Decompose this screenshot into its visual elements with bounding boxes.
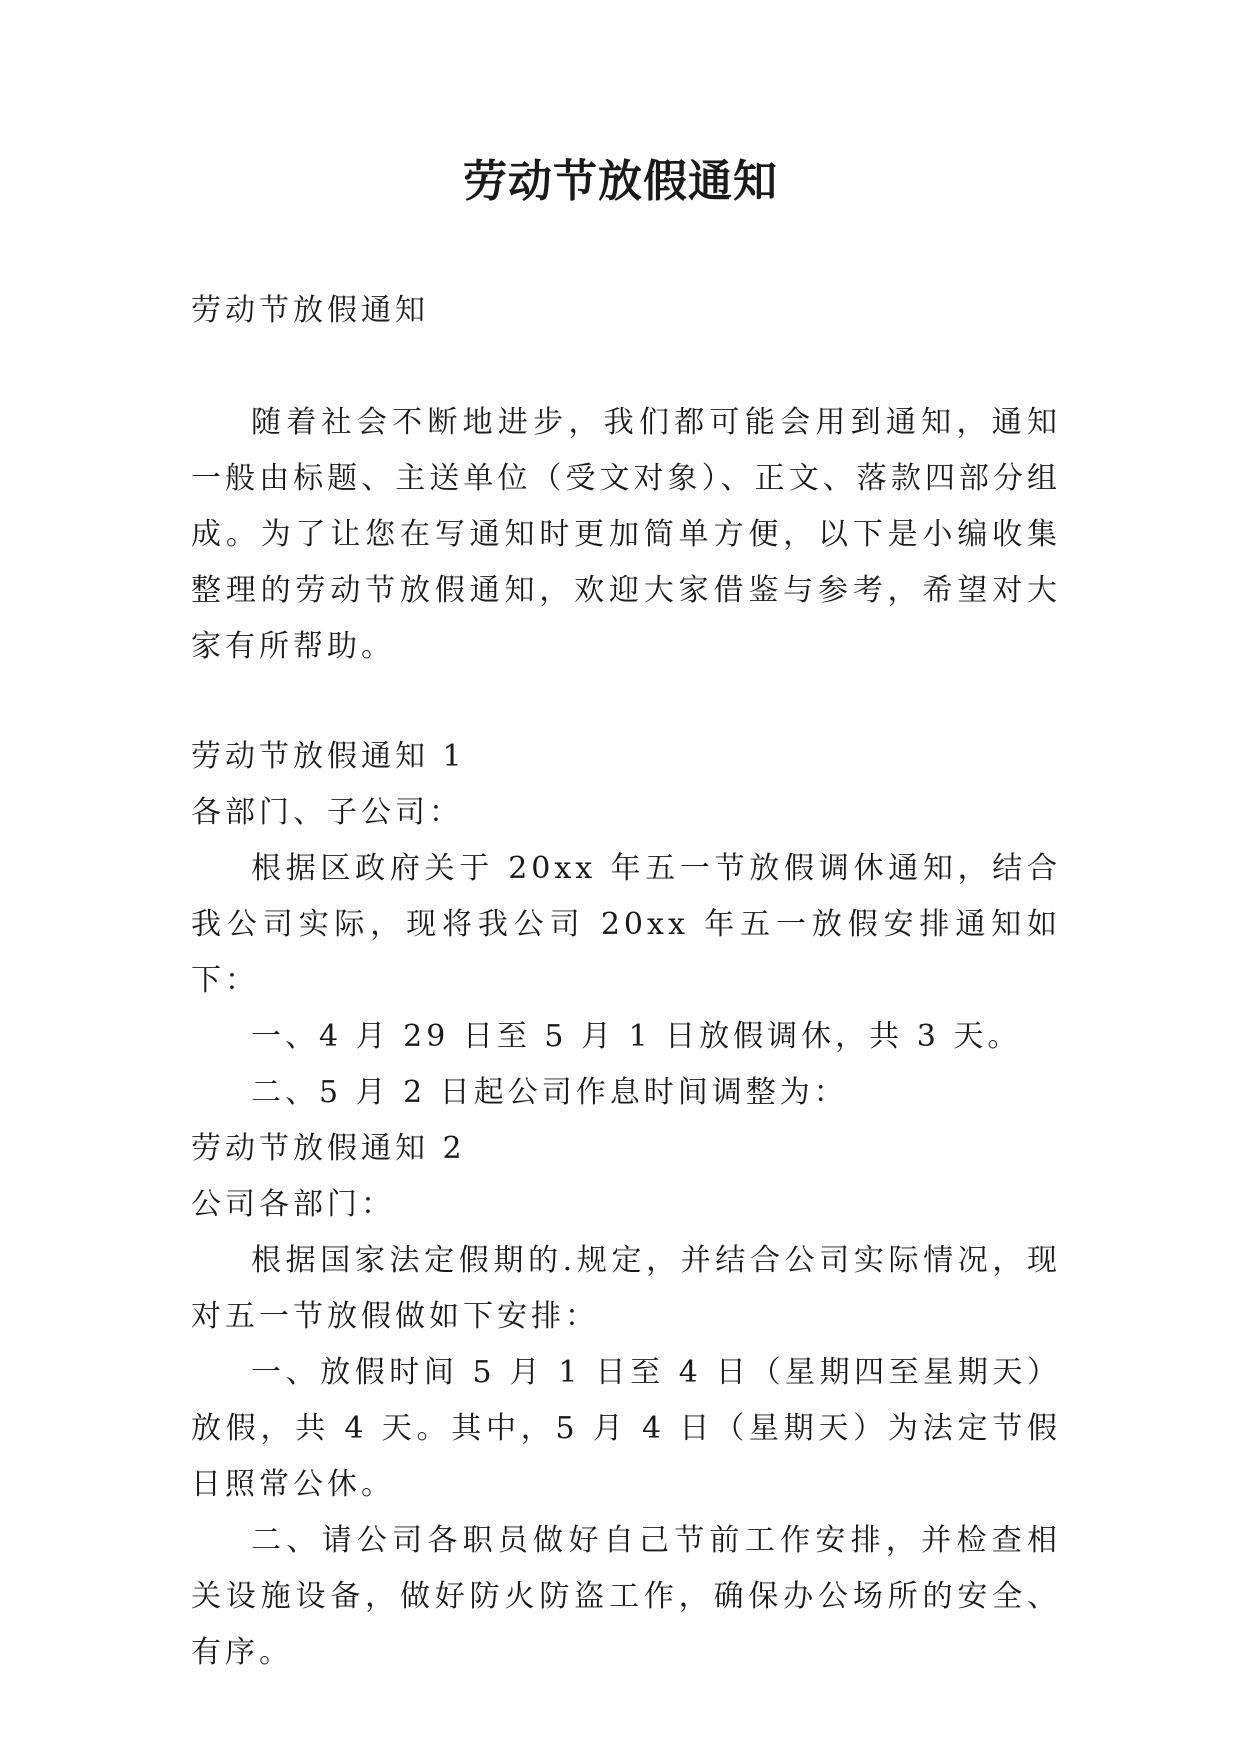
document-subtitle: 劳动节放假通知	[191, 293, 429, 328]
notice-section-1	[191, 729, 1061, 1121]
document-title: 劳动节放假通知	[463, 156, 778, 207]
section-paragraph: 一、放假时间 5 月 1 日至 4 日（星期四至星期天）放假，共 4 天。其中，5 月 4 日（星期天）为法定节假日照常公休。	[191, 1355, 1061, 1502]
section-paragraph: 二、5 月 2 日起公司作息时间调整为：	[251, 1075, 848, 1110]
section-paragraph: 二、请公司各职员做好自己节前工作安排，并检查相关设施设备，做好防火防盗工作，确保办公场所的安全、有序。	[191, 1523, 1061, 1670]
section-heading: 劳动节放假通知 1	[191, 739, 466, 774]
section-paragraph: 根据国家法定假期的.规定，并结合公司实际情况，现对五一节放假做如下安排：	[191, 1243, 1061, 1334]
section-heading: 劳动节放假通知 2	[191, 1131, 466, 1166]
document-body	[191, 283, 1061, 1681]
intro-paragraph: 随着社会不断地进步，我们都可能会用到通知，通知一般由标题、主送单位（受文对象）、正文、落款四部分组成。为了让您在写通知时更加简单方便，以下是小编收集整理的劳动节放假通知，欢迎大家借鉴与参考，希望对大家有所帮助。	[191, 405, 1061, 664]
notice-section-2	[191, 1121, 1061, 1681]
section-paragraph: 一、4 月 29 日至 5 月 1 日放假调休，共 3 天。	[251, 1019, 1022, 1054]
section-recipient: 公司各部门：	[191, 1187, 395, 1222]
section-recipient: 各部门、子公司：	[191, 795, 463, 830]
section-paragraph: 根据区政府关于 20xx 年五一节放假调休通知，结合我公司实际，现将我公司 20xx 年五一放假安排通知如下：	[191, 851, 1061, 998]
